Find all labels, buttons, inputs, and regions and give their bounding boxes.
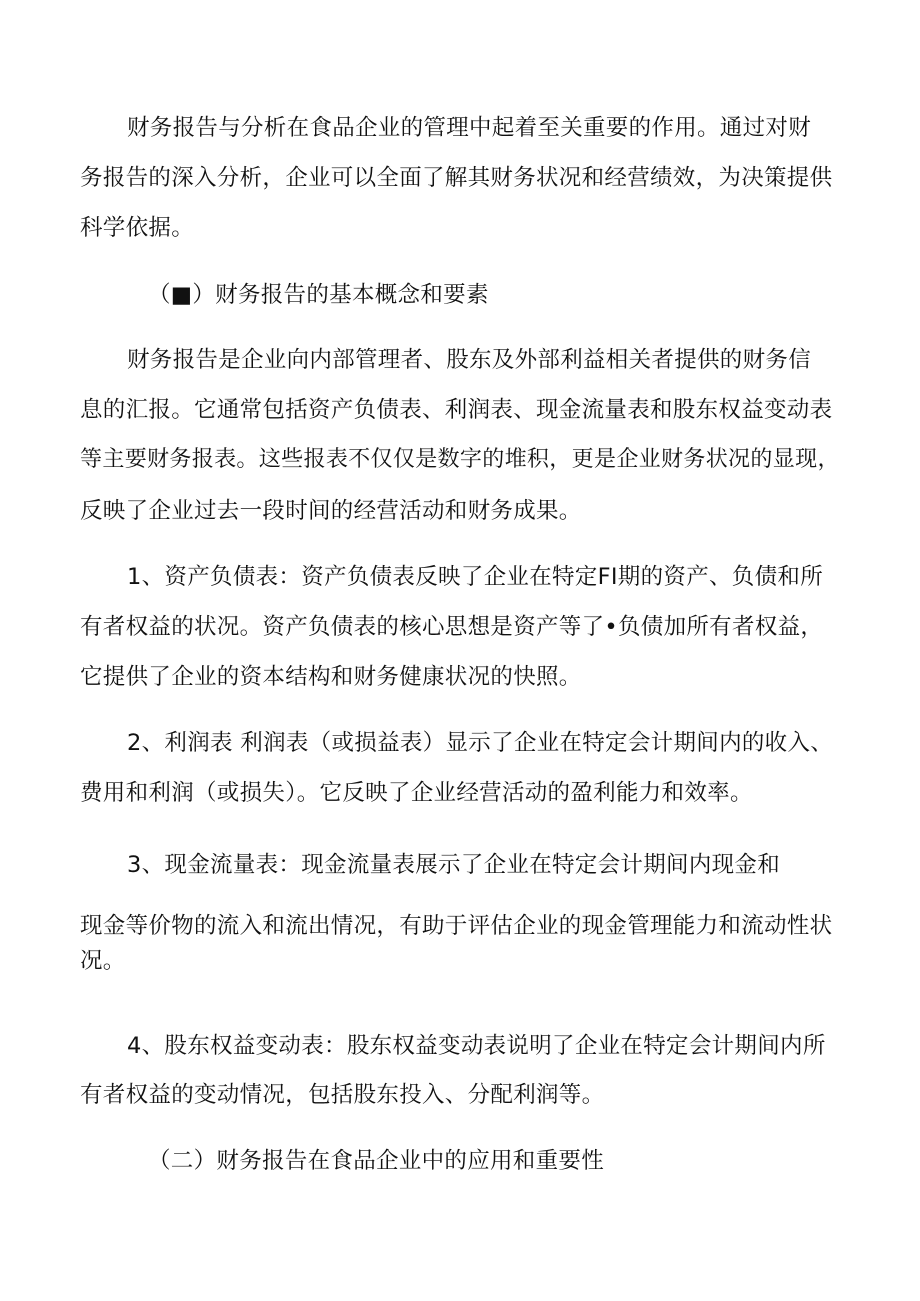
item-4-line-2: 有者权益的变动情况，包括股东投入、分配利润等。	[80, 1082, 605, 1108]
item-3-line-2: 现金等价物的流入和流出情况，有助于评估企业的现金管理能力和流动性状	[80, 913, 833, 939]
item-1-line-2: 有者权益的状况。资产负债表的核心思想是资产等了•负债加所有者权益，	[80, 614, 824, 640]
intro-line-1: 财务报告与分析在食品企业的管理中起着至关重要的作用。通过对财	[127, 115, 812, 141]
definition-line-2: 息的汇报。它通常包括资产负债表、利润表、现金流量表和股东权益变动表	[80, 397, 833, 423]
intro-line-2: 务报告的深入分析，企业可以全面了解其财务状况和经营绩效，为决策提供	[80, 165, 833, 191]
section-heading-2: （二）财务报告在食品企业中的应用和重要性	[148, 1148, 605, 1174]
definition-line-1: 财务报告是企业向内部管理者、股东及外部利益相关者提供的财务信	[127, 347, 812, 373]
definition-line-3: 等主要财务报表。这些报表不仅仅是数字的堆积，更是企业财务状况的显现，	[80, 447, 840, 472]
item-2-line-2: 费用和利润（或损失）。它反映了企业经营活动的盈利能力和效率。	[80, 780, 753, 806]
definition-line-4: 反映了企业过去一段时间的经营活动和财务成果。	[80, 498, 582, 524]
item-1-line-3: 它提供了企业的资本结构和财务健康状况的快照。	[80, 664, 582, 690]
item-1-line-1: 1、资产负债表：资产负债表反映了企业在特定FI期的资产、负债和所	[127, 564, 823, 590]
item-3-line-3: 况。	[80, 948, 126, 974]
item-3-line-1: 3、现金流量表：现金流量表展示了企业在特定会计期间内现金和	[127, 852, 781, 878]
item-4-line-1: 4、股东权益变动表：股东权益变动表说明了企业在特定会计期间内所	[127, 1033, 826, 1059]
item-2-line-1: 2、利润表 利润表（或损益表）显示了企业在特定会计期间内的收入、	[127, 730, 834, 756]
section-heading-1: （■）财务报告的基本概念和要素	[148, 282, 489, 308]
intro-line-3: 科学依据。	[80, 215, 195, 241]
